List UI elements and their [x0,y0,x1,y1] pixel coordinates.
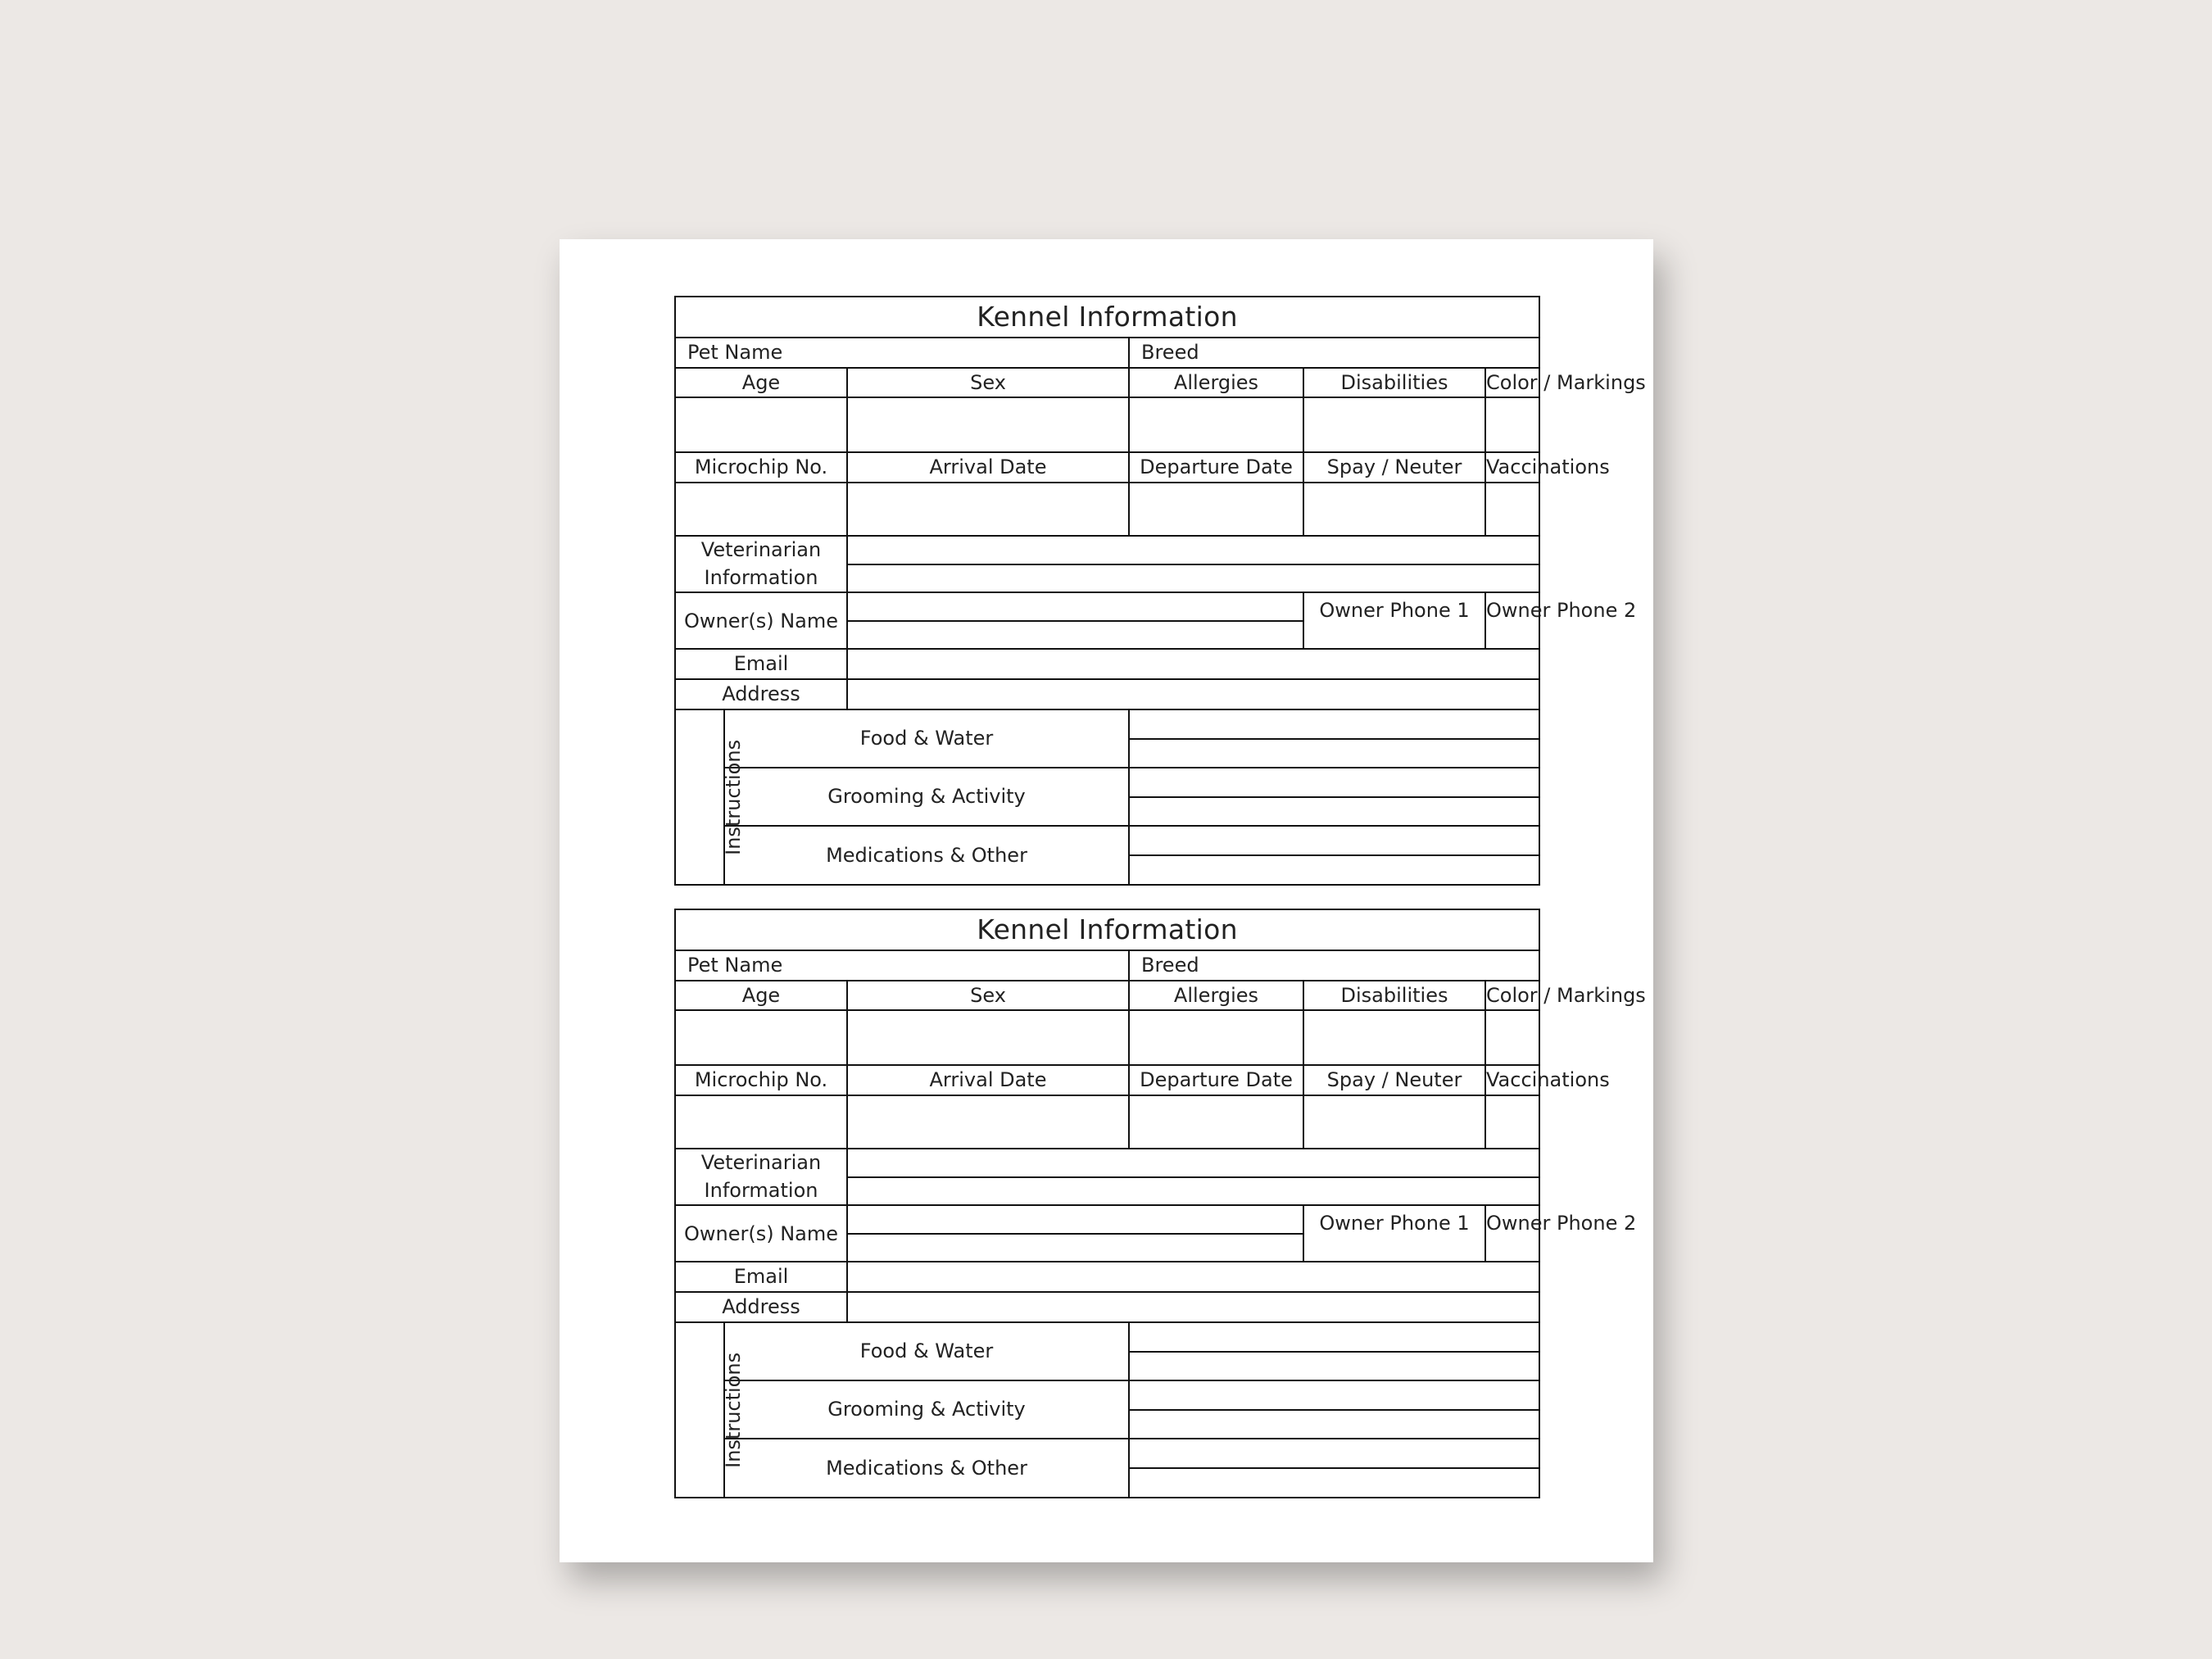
medications-other-line-2[interactable] [1129,1468,1539,1498]
disabilities-header: Disabilities [1303,368,1485,398]
medications-other-line-1[interactable] [1129,826,1539,855]
microchip-header: Microchip No. [675,452,847,483]
form-title: Kennel Information [675,909,1539,950]
food-water-label: Food & Water [724,1322,1129,1380]
medications-other-line-2[interactable] [1129,855,1539,885]
vet-info-line-1[interactable] [847,1149,1539,1177]
disabilities-input[interactable] [1303,397,1485,452]
vet-info-line-2[interactable] [847,564,1539,593]
instructions-label: Instructions [722,739,746,855]
age-header: Age [675,368,847,398]
owner-phone-1-field[interactable]: Owner Phone 1 [1303,592,1485,649]
grooming-activity-line-1[interactable] [1129,1380,1539,1410]
kennel-info-form-2 [674,909,1646,1481]
sex-input[interactable] [847,1010,1129,1065]
spay-neuter-input[interactable] [1303,483,1485,536]
address-label: Address [675,679,847,709]
email-label: Email [675,649,847,679]
spay-neuter-header: Spay / Neuter [1303,1065,1485,1095]
kennel-info-table [674,296,1646,886]
age-header: Age [675,981,847,1011]
arrival-date-input[interactable] [847,483,1129,536]
vet-info-line-1[interactable] [847,536,1539,564]
email-label: Email [675,1262,847,1292]
sex-input[interactable] [847,397,1129,452]
departure-date-input[interactable] [1129,483,1303,536]
microchip-input[interactable] [675,483,847,536]
sex-header: Sex [847,368,1129,398]
vaccinations-input[interactable] [1485,483,1539,536]
color-markings-input[interactable] [1485,397,1539,452]
owner-name-line-2[interactable] [847,1234,1303,1262]
color-markings-input[interactable] [1485,1010,1539,1065]
grooming-activity-label: Grooming & Activity [724,1380,1129,1439]
address-input[interactable] [847,679,1539,709]
breed-field[interactable]: Breed [1129,338,1539,368]
food-water-line-1[interactable] [1129,1322,1539,1352]
age-input[interactable] [675,397,847,452]
medications-other-label: Medications & Other [724,826,1129,885]
food-water-line-2[interactable] [1129,739,1539,768]
age-input[interactable] [675,1010,847,1065]
pet-name-field[interactable]: Pet Name [675,950,1129,981]
arrival-date-input[interactable] [847,1095,1129,1149]
instructions-label: Instructions [722,1352,746,1468]
form-sheet [560,239,1653,1562]
owner-phone-1-field[interactable]: Owner Phone 1 [1303,1205,1485,1262]
grooming-activity-line-2[interactable] [1129,797,1539,826]
vet-info-line-2[interactable] [847,1177,1539,1206]
owner-name-label: Owner(s) Name [675,1205,847,1262]
medications-other-label: Medications & Other [724,1439,1129,1498]
allergies-header: Allergies [1129,981,1303,1011]
address-input[interactable] [847,1292,1539,1322]
arrival-date-header: Arrival Date [847,1065,1129,1095]
grooming-activity-line-1[interactable] [1129,768,1539,797]
email-input[interactable] [847,649,1539,679]
vet-info-label: Veterinarian Information [675,536,847,592]
form-title: Kennel Information [675,297,1539,338]
arrival-date-header: Arrival Date [847,452,1129,483]
departure-date-header: Departure Date [1129,452,1303,483]
color-markings-header: Color / Markings [1485,981,1539,1011]
kennel-info-form-1 [674,296,1646,868]
departure-date-header: Departure Date [1129,1065,1303,1095]
microchip-header: Microchip No. [675,1065,847,1095]
spay-neuter-header: Spay / Neuter [1303,452,1485,483]
vaccinations-input[interactable] [1485,1095,1539,1149]
food-water-line-2[interactable] [1129,1352,1539,1380]
disabilities-header: Disabilities [1303,981,1485,1011]
departure-date-input[interactable] [1129,1095,1303,1149]
breed-field[interactable]: Breed [1129,950,1539,981]
grooming-activity-line-2[interactable] [1129,1410,1539,1439]
email-input[interactable] [847,1262,1539,1292]
owner-name-line-1[interactable] [847,1205,1303,1234]
food-water-label: Food & Water [724,709,1129,768]
instructions-label-cell [675,1322,746,1498]
sex-header: Sex [847,981,1129,1011]
instructions-label-cell [675,709,746,885]
allergies-header: Allergies [1129,368,1303,398]
kennel-info-table [674,909,1646,1498]
address-label: Address [675,1292,847,1322]
vet-info-label: Veterinarian Information [675,1149,847,1205]
vaccinations-header: Vaccinations [1485,1065,1539,1095]
owner-name-label: Owner(s) Name [675,592,847,649]
food-water-line-1[interactable] [1129,709,1539,739]
allergies-input[interactable] [1129,397,1303,452]
microchip-input[interactable] [675,1095,847,1149]
vaccinations-header: Vaccinations [1485,452,1539,483]
color-markings-header: Color / Markings [1485,368,1539,398]
allergies-input[interactable] [1129,1010,1303,1065]
owner-name-line-2[interactable] [847,621,1303,649]
owner-name-line-1[interactable] [847,592,1303,621]
owner-phone-2-field[interactable]: Owner Phone 2 [1485,1205,1539,1262]
owner-phone-2-field[interactable]: Owner Phone 2 [1485,592,1539,649]
disabilities-input[interactable] [1303,1010,1485,1065]
medications-other-line-1[interactable] [1129,1439,1539,1468]
pet-name-field[interactable]: Pet Name [675,338,1129,368]
spay-neuter-input[interactable] [1303,1095,1485,1149]
grooming-activity-label: Grooming & Activity [724,768,1129,826]
